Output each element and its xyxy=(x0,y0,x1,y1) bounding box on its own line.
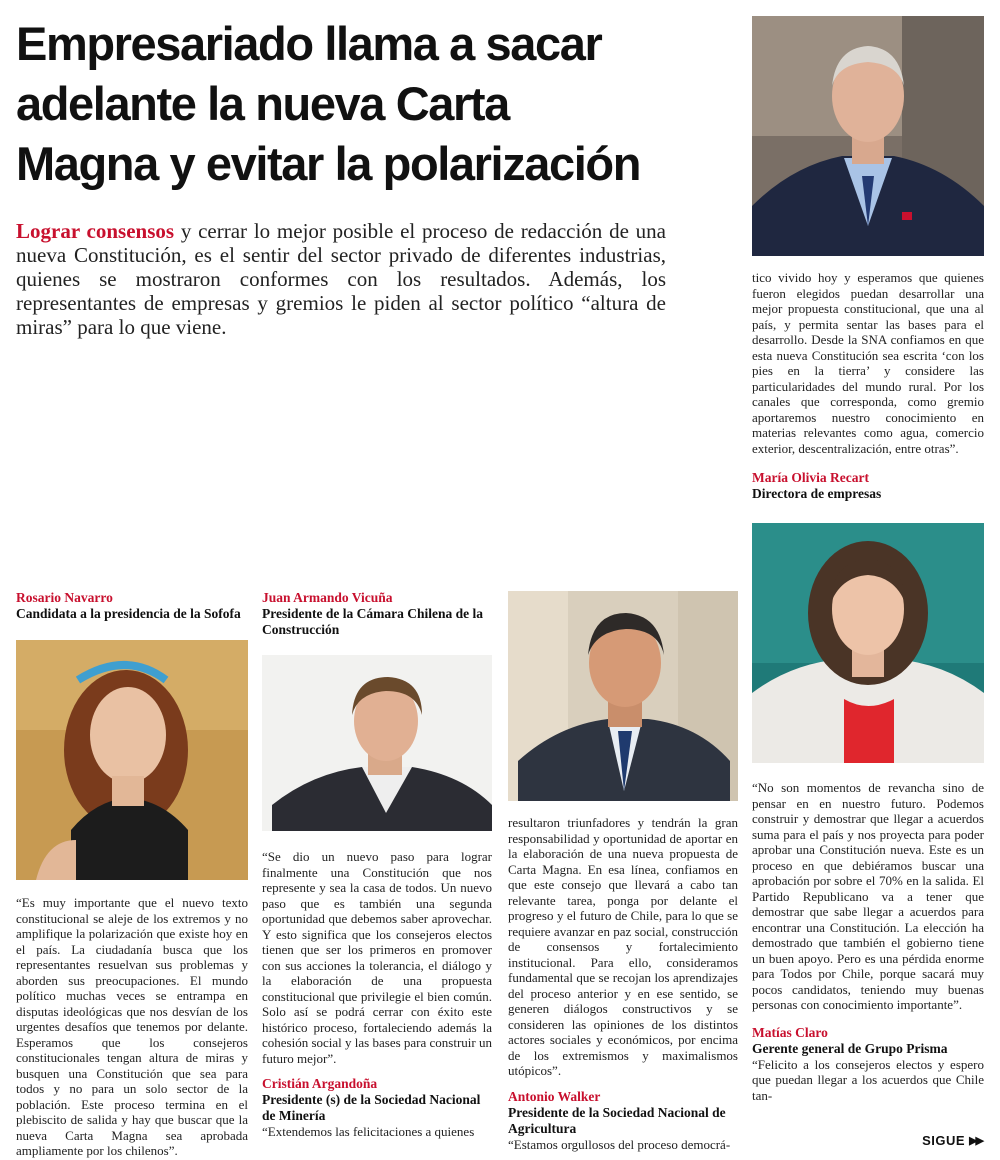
headline-line: Empresariado llama a sacar xyxy=(16,17,602,70)
portrait-photo-walker xyxy=(752,16,984,256)
person-name: Matías Claro xyxy=(752,1024,828,1040)
portrait-photo-argandona xyxy=(508,591,738,801)
lede-lead-in: Lograr consensos xyxy=(16,219,175,243)
headline-line: adelante la nueva Carta xyxy=(16,77,509,130)
person-role: Gerente general de Grupo Prisma xyxy=(752,1040,948,1056)
column-recart-claro xyxy=(752,780,984,1103)
person-name: Rosario Navarro xyxy=(16,590,113,605)
column-vicuna xyxy=(262,590,492,638)
play-arrows-icon: ▶▶ xyxy=(969,1135,982,1147)
headline-line: Magna y evitar la polarización xyxy=(16,137,641,190)
continued-label: SIGUE xyxy=(922,1133,966,1148)
person-role: Presidente (s) de la Sociedad Nacional de Minería xyxy=(262,1092,481,1123)
quote-text: resultaron triunfadores y tendrán la gran responsabilidad y oportunidad de aportar en la elaboración de una nueva propuesta de Carta Magna. En esa línea, confiamos en que este consejo que llevará a cabo tan relevante tarea, ponga por delante el progreso y el futuro de Chile, para lo que se requiere avanzar en paz social, construcción de consensos y fortalecimiento institucional. Para ello, consideramos fundamental que se recojan los aprendizajes del proceso anterior y en ese sentido, se generen diálogos constructivos y se consideren las opiniones de los distintos actores sociales y económicos, por encima de los extremismos y maximalismos utópicos”. xyxy=(508,815,738,1078)
person-role: Candidata a la presidencia de la Sofofa xyxy=(16,606,241,621)
quote-text: “Estamos orgullosos del proceso democrá- xyxy=(508,1136,731,1152)
column-walker-continuation xyxy=(752,270,984,502)
continued-marker xyxy=(922,1133,982,1148)
lede-paragraph xyxy=(16,219,666,339)
portrait-photo-recart xyxy=(752,523,984,763)
headline xyxy=(16,14,736,194)
person-name: Antonio Walker xyxy=(508,1088,601,1104)
column-argandona-walker xyxy=(508,815,738,1152)
portrait-photo-vicuna xyxy=(262,655,492,831)
person-name: Cristián Argandoña xyxy=(262,1076,378,1091)
quote-text: “No son momentos de revancha sino de pensar en en nuestro futuro. Podemos construir y demostrar que llegar a acuerdos suma para el país y nos proyecta para poder aprobar una Constitución nueva. Este es un proceso en que debiéramos buscar una aprobación por sobre el 70% en la salida. El Partido Republicano va a tener que demostrar que sabe llegar a acuerdos para encontrar una Constitución. La elección ha demostrado que también el gobierno tiene un buen apoyo. Pero es una pérdida enorme para Todos por Chile, porque sacará muy pocos candidatos, teniendo muy buenas personas con conocimiento importante”. xyxy=(752,780,984,1012)
quote-text: tico vivido hoy y esperamos que quienes fueron elegidos puedan desarrollar una mejor propuesta constitucional, que una al país, y permita sentar las bases para el desarrollo. Desde la SNA confiamos en que esta nueva Constitución sea escrita ‘con los pies en la tierra’ y considere las particularidades del mundo rural. Por los canales que corresponda, como gremio aportaremos nuestro conocimiento en materias relevantes como agua, comercio exterior, descentralización, entre otras”. xyxy=(752,270,984,456)
quote-text: “Se dio un nuevo paso para lograr finalmente una Constitución que nos represente y sea la casa de todos. Un nuevo paso que es también una segunda oportunidad que debemos saber aprovechar. Y esto significa que los consejeros electos tienen que ser los primeros en promover con sus acciones la tolerancia, el diálogo y la elaboración de una propuesta constitucional que privilegie el bien común. Solo así se podrá cerrar con éxito este histórico proceso, fortaleciendo además la cohesión social y las bases para construir un futuro mejor”. xyxy=(262,849,492,1066)
person-name: Juan Armando Vicuña xyxy=(262,590,393,605)
person-name: María Olivia Recart xyxy=(752,470,869,485)
quote-vicuna xyxy=(262,849,492,1140)
quote-text: “Es muy importante que el nuevo texto constitucional se aleje de los extremos y no amplifique la polarización que existe hoy en el país. La ciudadanía busca que los representantes resuelvan sus problemas y aborden sus preocupaciones. El mundo político muchas veces se entrampa en disputas ideológicas que nos desvían de los urgentes desafíos que tenemos por delante. Esperamos que los consejeros constitucionales tengan altura de miras y busquen una Constitución que sea para todos y no para un solo sector de la población. Este proceso termina en el plebiscito de salida y hay que buscar que la nueva Carta Magna sea aprobada ampliamente por los chilenos”. xyxy=(16,895,248,1158)
quote-text: “Extendemos las felicitaciones a quienes xyxy=(262,1124,475,1139)
person-role: Presidente de la Sociedad Nacional de Agricultura xyxy=(508,1104,726,1136)
portrait-photo-navarro xyxy=(16,640,248,880)
column-navarro xyxy=(16,590,248,622)
quote-text: “Felicito a los consejeros electos y espero que puedan llegar a los acuerdos que Chile tan- xyxy=(752,1056,984,1103)
person-role: Directora de empresas xyxy=(752,486,882,501)
quote-navarro xyxy=(16,895,248,1159)
lede-text: y cerrar lo mejor posible el proceso de redacción de una nueva Constitución, es el sentir del sector privado de diferentes industrias, quienes se mostraron conformes con los resultados. Además, los representantes de empresas y gremios le piden al sector político “altura de miras” para lo que viene. xyxy=(16,219,666,339)
person-role: Presidente de la Cámara Chilena de la Construcción xyxy=(262,606,483,637)
